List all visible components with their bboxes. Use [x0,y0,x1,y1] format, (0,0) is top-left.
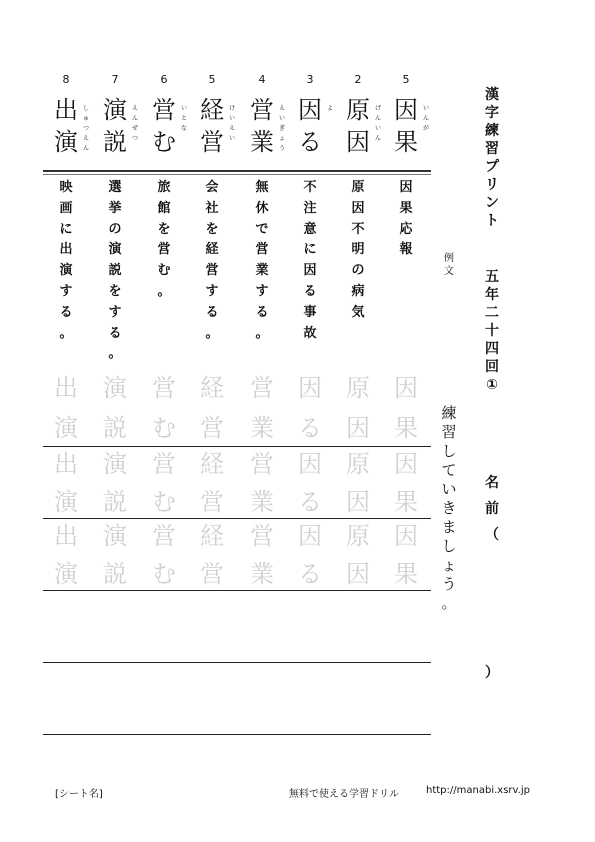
column-number: 4 [258,73,266,86]
trace-guide-char: 果 [394,414,418,442]
trace-guide-char: 説 [103,560,127,588]
column-number: 6 [160,73,168,86]
trace-guide-char: る [298,560,322,588]
name-close-paren: ） [485,665,499,681]
trace-guide-char: 演 [103,522,127,550]
footer-tagline: 無料で使える学習ドリル [289,789,399,800]
trace-guide-char: む [152,560,176,588]
name-label: 名 前 （ [485,475,499,543]
trace-guide-char: 果 [394,560,418,588]
headword-ruby: け い え い [228,105,235,142]
headword-ruby: よ [326,105,333,112]
example-sentence: 不 注 意 に 因 る 事 故 [303,180,317,341]
example-sentence: 会 社 を 経 営 す る 。 [205,180,219,341]
headword: 演 説 [103,96,127,156]
trace-guide-char: 因 [298,522,322,550]
column-number: 8 [62,73,70,86]
trace-guide-char: 業 [250,560,274,588]
practice-row-line-1 [43,446,431,447]
trace-guide-char: 業 [250,488,274,516]
headword: 因 る [298,96,322,156]
headword: 出 演 [54,96,78,156]
trace-guide-char: 経 [200,522,224,550]
trace-guide-char: る [298,414,322,442]
trace-guide-char: る [298,488,322,516]
trace-guide-char: 出 [54,522,78,550]
trace-guide-char: 因 [298,450,322,478]
trace-guide-char: 業 [250,414,274,442]
trace-guide-char: 因 [298,374,322,402]
example-sentence: 因 果 応 報 [399,180,413,258]
trace-guide-char: 因 [394,374,418,402]
trace-guide-char: 営 [152,522,176,550]
headword: 経 営 [200,96,224,156]
trace-guide-char: 営 [250,374,274,402]
column-number: 5 [402,73,410,86]
trace-guide-char: 原 [346,522,370,550]
trace-guide-char: 因 [346,560,370,588]
trace-guide-char: 出 [54,450,78,478]
headword-ruby: し ゅ つ え ん [82,105,89,152]
footer-url[interactable]: http://manabi.xsrv.jp [426,785,530,796]
headword-ruby: い ん が [422,105,429,132]
example-label: 例 文 [444,253,454,277]
column-number: 2 [354,73,362,86]
footer-sheet-name: [シート名] [55,789,103,800]
trace-guide-char: む [152,414,176,442]
header-divider [43,170,431,172]
trace-guide-char: 出 [54,374,78,402]
headword-ruby: え い ぎ ょ う [278,105,285,152]
trace-guide-char: 因 [346,488,370,516]
example-sentence: 原 因 不 明 の 病 気 [351,180,365,320]
example-sentence: 選 挙 の 演 説 を す る 。 [108,180,122,362]
headword: 原 因 [346,96,370,156]
trace-guide-char: 営 [200,560,224,588]
headword: 営 む [152,96,176,156]
example-sentence: 旅 館 を 営 む 。 [157,180,171,299]
trace-guide-char: 営 [152,374,176,402]
trace-guide-char: 原 [346,374,370,402]
trace-guide-char: 因 [346,414,370,442]
headword-ruby: え ん ぜ つ [131,105,138,142]
practice-row-line-5 [43,734,431,735]
trace-guide-char: 営 [200,414,224,442]
trace-guide-char: む [152,488,176,516]
trace-guide-char: 演 [54,414,78,442]
practice-row-line-3 [43,590,431,591]
headword-ruby: い と な [180,105,187,132]
trace-guide-char: 説 [103,414,127,442]
practice-row-line-2 [43,518,431,519]
column-number: 7 [111,73,119,86]
column-number: 5 [208,73,216,86]
trace-guide-char: 営 [250,450,274,478]
trace-guide-char: 営 [250,522,274,550]
header-divider-thin [43,174,431,175]
trace-guide-char: 演 [103,374,127,402]
example-sentence: 無 休 で 営 業 す る 。 [255,180,269,341]
trace-guide-char: 因 [394,450,418,478]
example-sentence: 映 画 に 出 演 す る 。 [59,180,73,341]
trace-guide-char: 営 [152,450,176,478]
practice-label: 練 習 し て い き ま し ょ う 。 [441,404,457,612]
practice-row-line-4 [43,662,431,663]
worksheet-grade: 五 年 二 十 四 回 ① [485,269,499,393]
column-number: 3 [306,73,314,86]
headword: 営 業 [250,96,274,156]
worksheet-title: 漢 字 練 習 プ リ ン ト [485,87,499,229]
trace-guide-char: 経 [200,374,224,402]
headword-ruby: げ ん い ん [374,105,381,142]
trace-guide-char: 演 [54,488,78,516]
headword: 因 果 [394,96,418,156]
trace-guide-char: 演 [54,560,78,588]
trace-guide-char: 営 [200,488,224,516]
trace-guide-char: 演 [103,450,127,478]
trace-guide-char: 果 [394,488,418,516]
trace-guide-char: 因 [394,522,418,550]
trace-guide-char: 経 [200,450,224,478]
trace-guide-char: 原 [346,450,370,478]
trace-guide-char: 説 [103,488,127,516]
